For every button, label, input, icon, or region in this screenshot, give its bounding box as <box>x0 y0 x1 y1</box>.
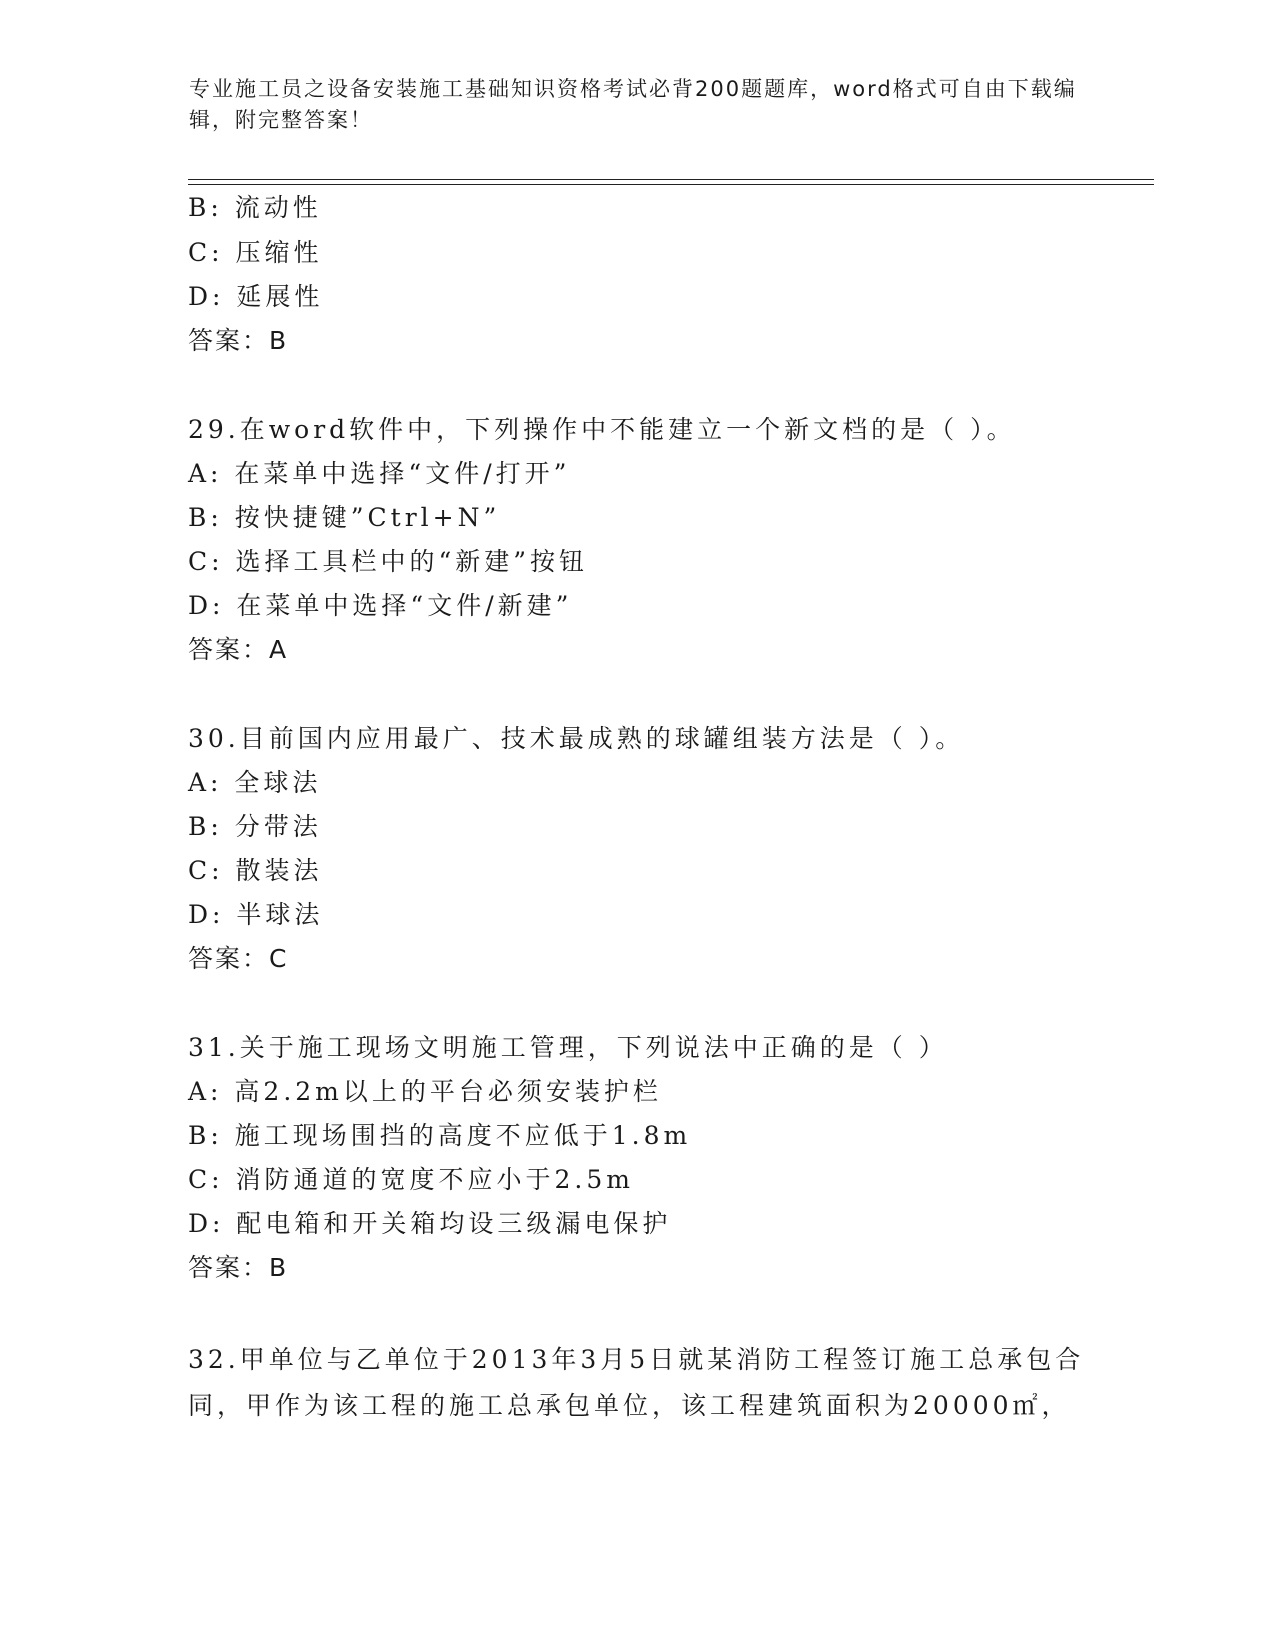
q29-option-a: A: 在菜单中选择“文件/打开” <box>188 459 571 488</box>
q31-option-c: C: 消防通道的宽度不应小于2.5m <box>188 1165 634 1194</box>
q29-option-d: D: 在菜单中选择“文件/新建” <box>188 591 573 620</box>
q31-option-d: D: 配电箱和开关箱均设三级漏电保护 <box>188 1209 672 1238</box>
q29-question: 29.在word软件中，下列操作中不能建立一个新文档的是（ ）。 <box>188 415 1016 444</box>
q29-option-b: B: 按快捷键”Ctrl+N” <box>188 503 501 532</box>
q28-option-b: B: 流动性 <box>188 193 322 222</box>
q31-option-b: B: 施工现场围挡的高度不应低于1.8m <box>188 1121 692 1150</box>
header-rule-bottom <box>188 184 1154 185</box>
q31-question: 31.关于施工现场文明施工管理，下列说法中正确的是（ ） <box>188 1033 948 1062</box>
q28-option-d: D: 延展性 <box>188 282 324 311</box>
q30-answer: 答案：C <box>188 944 289 973</box>
header-rule-top <box>188 179 1154 180</box>
q31-option-a: A: 高2.2m以上的平台必须安装护栏 <box>188 1077 662 1106</box>
q29-option-c: C: 选择工具栏中的“新建”按钮 <box>188 547 589 576</box>
q30-option-d: D: 半球法 <box>188 900 324 929</box>
document-header: 专业施工员之设备安装施工基础知识资格考试必背200题题库，word格式可自由下载编辑，附完整答案！ <box>189 77 1077 132</box>
q30-option-a: A: 全球法 <box>188 768 322 797</box>
q28-answer: 答案：B <box>188 326 289 355</box>
q31-answer: 答案：B <box>188 1253 289 1282</box>
q30-option-b: B: 分带法 <box>188 812 322 841</box>
q28-option-c: C: 压缩性 <box>188 238 323 267</box>
q29-answer: 答案：A <box>188 635 289 664</box>
q30-option-c: C: 散装法 <box>188 856 323 885</box>
q32-question: 32.甲单位与乙单位于2013年3月5日就某消防工程签订施工总承包合同，甲作为该工程的施工总承包单位，该工程建筑面积为20000㎡， <box>188 1345 1085 1420</box>
q30-question: 30.目前国内应用最广、技术最成熟的球罐组装方法是（ ）。 <box>188 724 965 753</box>
